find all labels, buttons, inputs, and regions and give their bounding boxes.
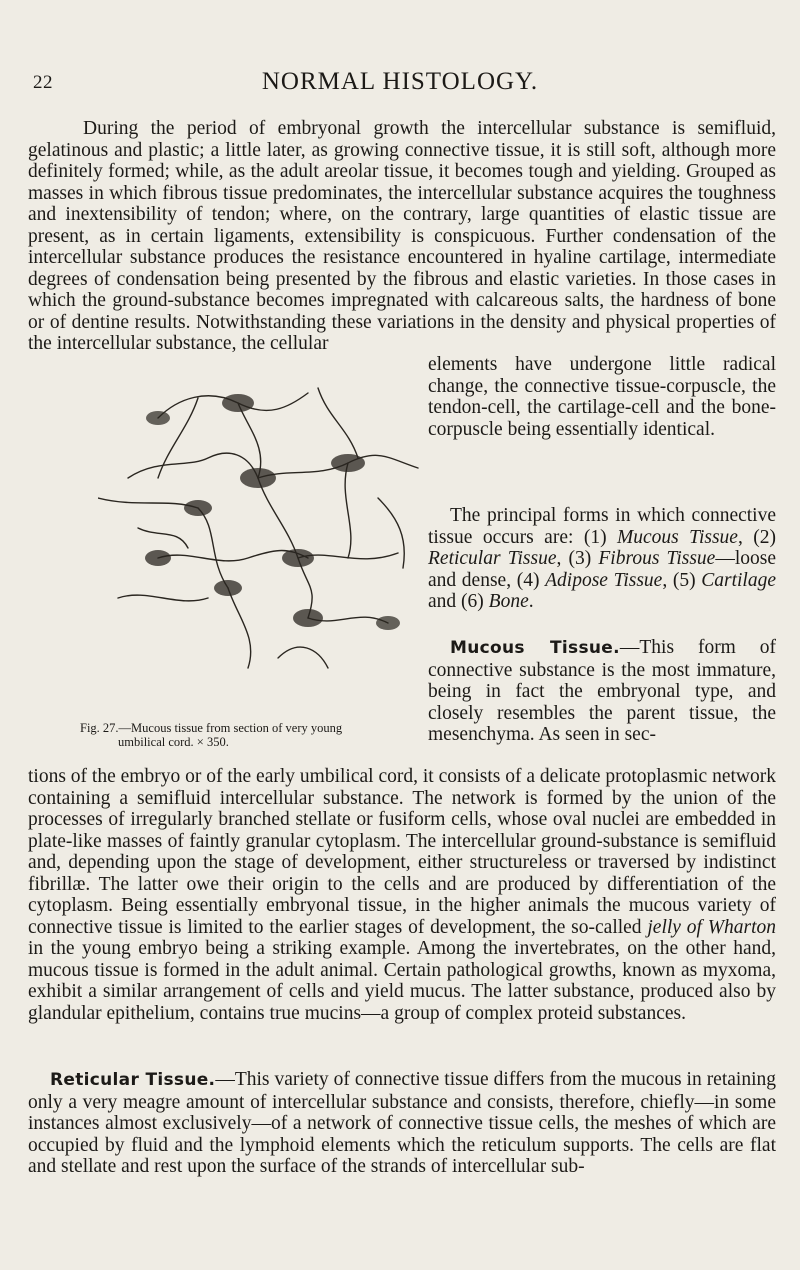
form-2-num: (2) — [753, 526, 777, 548]
paragraph-cellular-elements: elements have undergone little radical change, the connective tissue-corpuscle, the tendon-cell, the cartilage-cell and the bone-corpuscle being essentially identical. — [428, 354, 776, 440]
figure-caption — [80, 721, 425, 749]
form-5-num: (5) — [672, 569, 696, 591]
mucous-tissue-heading: Mucous Tissue. — [450, 638, 620, 658]
mucous-text: —This form of connective substance is the most immature, being in fact the embryonal type, and closely resembles the parent tissue, the mesenchyma. As seen in sec- — [428, 637, 776, 745]
reticular-tissue-heading: Reticular Tissue. — [50, 1070, 216, 1090]
mucous-text-b: in the young embryo being a striking example. Among the invertebrates, on the other hand, mucous tissue is formed in the adult animal. Certain pathological growths, known as myxoma, exhibit a similar arrangement of cells and yield mucus. The latter substance, produced also by glandular epithelium, contains true mucins—a group of complex proteid substances. — [28, 938, 776, 1024]
paragraph-mucous-start — [428, 637, 776, 746]
reticular-text: —This variety of connective tissue differs from the mucous in retaining only a very meagre amount of intercellular substance and consists, therefore, chiefly—in some instances almost exclusively—of a network of connective tissue cells, the meshes of which are occupied by fluid and the lymphoid elements which the reticulum supports. The cells are flat and stellate and rest upon the surface of the strands of intercellular sub- — [28, 1069, 776, 1177]
figure-mucous-tissue — [98, 358, 418, 738]
caption-line-1: Fig. 27.—Mucous tissue from section of very young — [80, 721, 343, 735]
fibrous-extra: —loose and dense, — [428, 548, 777, 591]
form-5-name: Cartilage — [701, 569, 777, 591]
form-1-num: (1) — [583, 526, 607, 548]
jelly-of-wharton: jelly of Wharton — [647, 916, 777, 938]
form-3-num: (3) — [568, 548, 592, 569]
paragraph-mucous-cont — [28, 766, 776, 1024]
page-header — [0, 68, 800, 100]
form-1-name: Mucous Tissue — [617, 526, 738, 548]
form-2-name: Reticular Tissue — [428, 548, 557, 569]
paragraph-intercellular: During the period of embryonal growth the intercellular substance is semifluid, gelatinous and plastic; a little later, as growing connective tissue, it is still soft, although more definitely formed; while, as the adult areolar tissue, it becomes tough and yielding. Grouped as masses in which fibrous tissue predominates, the intercellular substance acquires the toughness and inextensibility of tendon; where, on the contrary, large quantities of elastic tissue are present, as in certain ligaments, extensibility is conspicuous. Further condensation of the intercellular substance produces the resistance encountered in hyaline cartilage, intermediate degrees of condensation being presented by the fibrous and elastic varieties. In those cases in which the ground-substance becomes impregnated with calcareous salts, the hardness of bone or of dentine results. Notwithstanding these variations in the density and physical properties of the intercellular substance, the cellular — [28, 118, 776, 354]
page-number: 22 — [33, 72, 53, 93]
form-6-name: Bone — [488, 591, 529, 612]
form-3-name: Fibrous Tissue — [598, 548, 716, 569]
running-head: NORMAL HISTOLOGY. — [261, 68, 539, 95]
mucous-text-a: tions of the embryo or of the early umbilical cord, it consists of a delicate protoplasmic network containing a semifluid intercellular substance. The network is formed by the union of the processes of irregularly branched stellate or fusiform cells, whose oval nuclei are embedded in plate-like masses of faintly granular cytoplasm. The intercellular ground-substance is semifluid and, depending upon the stage of development, either structureless or traversed by indistinct fibrillæ. The latter owe their origin to the cells and are produced by differentiation of the cytoplasm. Being essentially embryonal tissue, in the higher animals the mucous variety of connective tissue is limited to the earlier stages of development, the so-called — [28, 766, 776, 938]
paragraph-reticular — [28, 1069, 776, 1178]
form-4-num: (4) — [516, 569, 540, 591]
paragraph-principal-forms: The principal forms in which connective tissue occurs are: (1) Mucous Tissue, (2) Reticular Tissue, (3) Fibrous Tissue—loose and dense, (4) Adipose Tissue, (5) Cartilage and (6) Bone. — [428, 505, 777, 612]
mucous-tissue-illustration — [98, 358, 428, 718]
caption-line-2: umbilical cord. × 350. — [118, 735, 229, 749]
form-6-num: (6) — [461, 591, 484, 612]
form-4-name: Adipose Tissue — [545, 569, 663, 591]
